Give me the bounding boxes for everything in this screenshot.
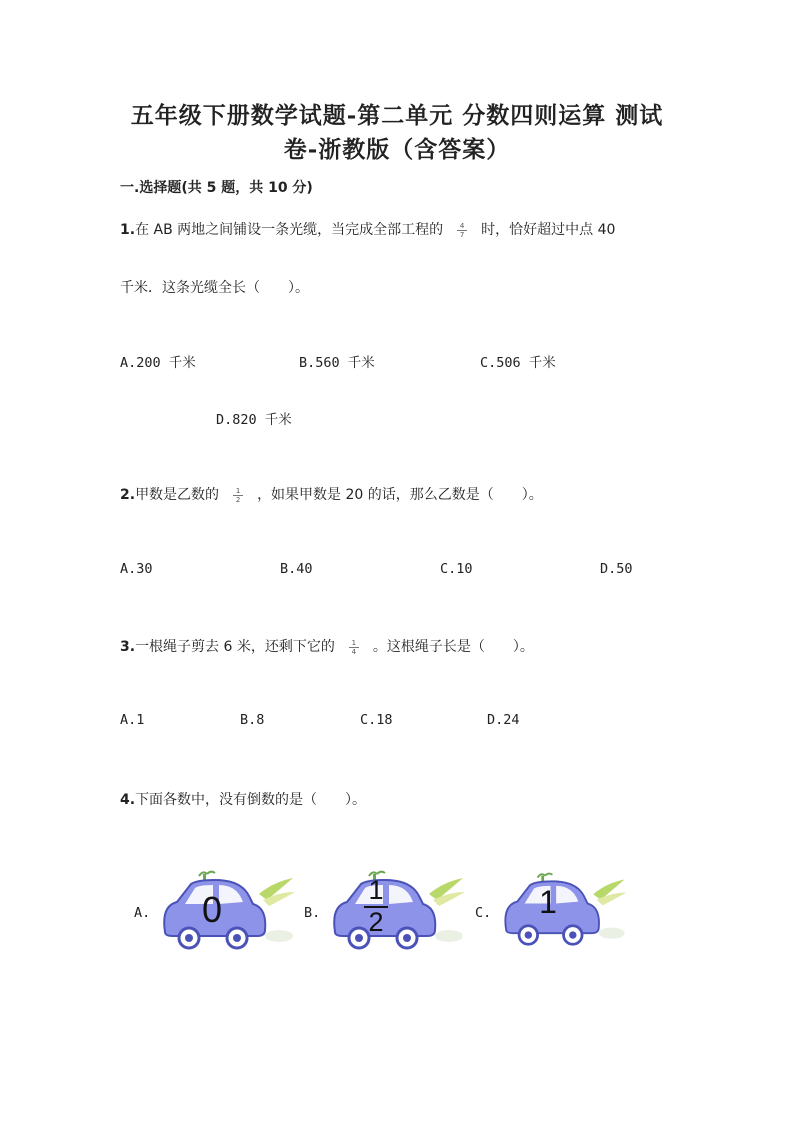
car-picture-c[interactable] — [496, 872, 632, 948]
question-1 — [120, 219, 615, 239]
fraction-numerator: 1 — [349, 639, 359, 648]
fraction — [349, 639, 359, 656]
option-c[interactable]: C. — [475, 905, 492, 921]
question-text: 一根绳子剪去 6 米，还剩下它的 — [135, 639, 335, 655]
question-4 — [120, 789, 366, 809]
fraction — [457, 222, 467, 239]
fraction-denominator: 4 — [351, 647, 357, 656]
fraction-numerator: 4 — [457, 222, 467, 231]
question-text: 在 AB 两地之间铺设一条光缆，当完成全部工程的 — [135, 222, 444, 238]
question-text: 。这根绳子长是（ ）。 — [372, 639, 534, 655]
option-a[interactable]: A.1 — [120, 712, 145, 728]
fraction-denominator: 2 — [235, 495, 241, 504]
option-b[interactable]: B.40 — [280, 561, 313, 577]
question-2 — [120, 484, 543, 504]
question-text: 时，恰好超过中点 40 — [481, 222, 616, 238]
option-d[interactable]: D.820 千米 — [216, 412, 292, 428]
section-heading: 一.选择题(共 5 题，共 10 分) — [120, 180, 313, 196]
car-icon — [334, 872, 465, 948]
option-a[interactable]: A.200 千米 — [120, 355, 196, 371]
option-c[interactable]: C.18 — [360, 712, 393, 728]
option-a[interactable]: A. — [134, 905, 151, 921]
question-text: ，如果甲数是 20 的话，那么乙数是（ ）。 — [257, 487, 543, 503]
option-c[interactable]: C.10 — [440, 561, 473, 577]
page-title-line-1: 五年级下册数学试题-第二单元 分数四则运算 测试 — [130, 102, 664, 129]
question-1-continued: 千米．这条光缆全长（ ）。 — [120, 280, 309, 296]
fraction-numerator: 1 — [233, 487, 243, 496]
option-c[interactable]: C.506 千米 — [480, 355, 556, 371]
option-b[interactable]: B.8 — [240, 712, 265, 728]
fraction-numerator: 1 — [368, 875, 384, 905]
question-number: 1. — [120, 222, 136, 238]
question-number: 4. — [120, 792, 136, 808]
option-b[interactable]: B. — [304, 905, 321, 921]
question-number: 2. — [120, 487, 136, 503]
question-3 — [120, 636, 534, 656]
page-title-line-2: 卷-浙教版（含答案） — [283, 136, 511, 163]
question-number: 3. — [120, 639, 136, 655]
fraction-denominator: 7 — [459, 230, 465, 239]
question-text: 甲数是乙数的 — [135, 487, 220, 503]
option-b[interactable]: B.560 千米 — [299, 355, 375, 371]
option-a[interactable]: A.30 — [120, 561, 153, 577]
car-picture-b[interactable] — [325, 870, 470, 952]
option-d[interactable]: D.24 — [487, 712, 520, 728]
car-number: 1 — [539, 884, 557, 920]
option-d[interactable]: D.50 — [600, 561, 633, 577]
question-text: 下面各数中，没有倒数的是（ ）。 — [135, 792, 367, 808]
car-icon — [505, 874, 626, 945]
fraction — [233, 487, 243, 504]
fraction-denominator: 2 — [368, 907, 384, 937]
car-number: 0 — [201, 889, 223, 930]
car-icon — [164, 872, 295, 948]
car-fraction — [362, 876, 390, 936]
